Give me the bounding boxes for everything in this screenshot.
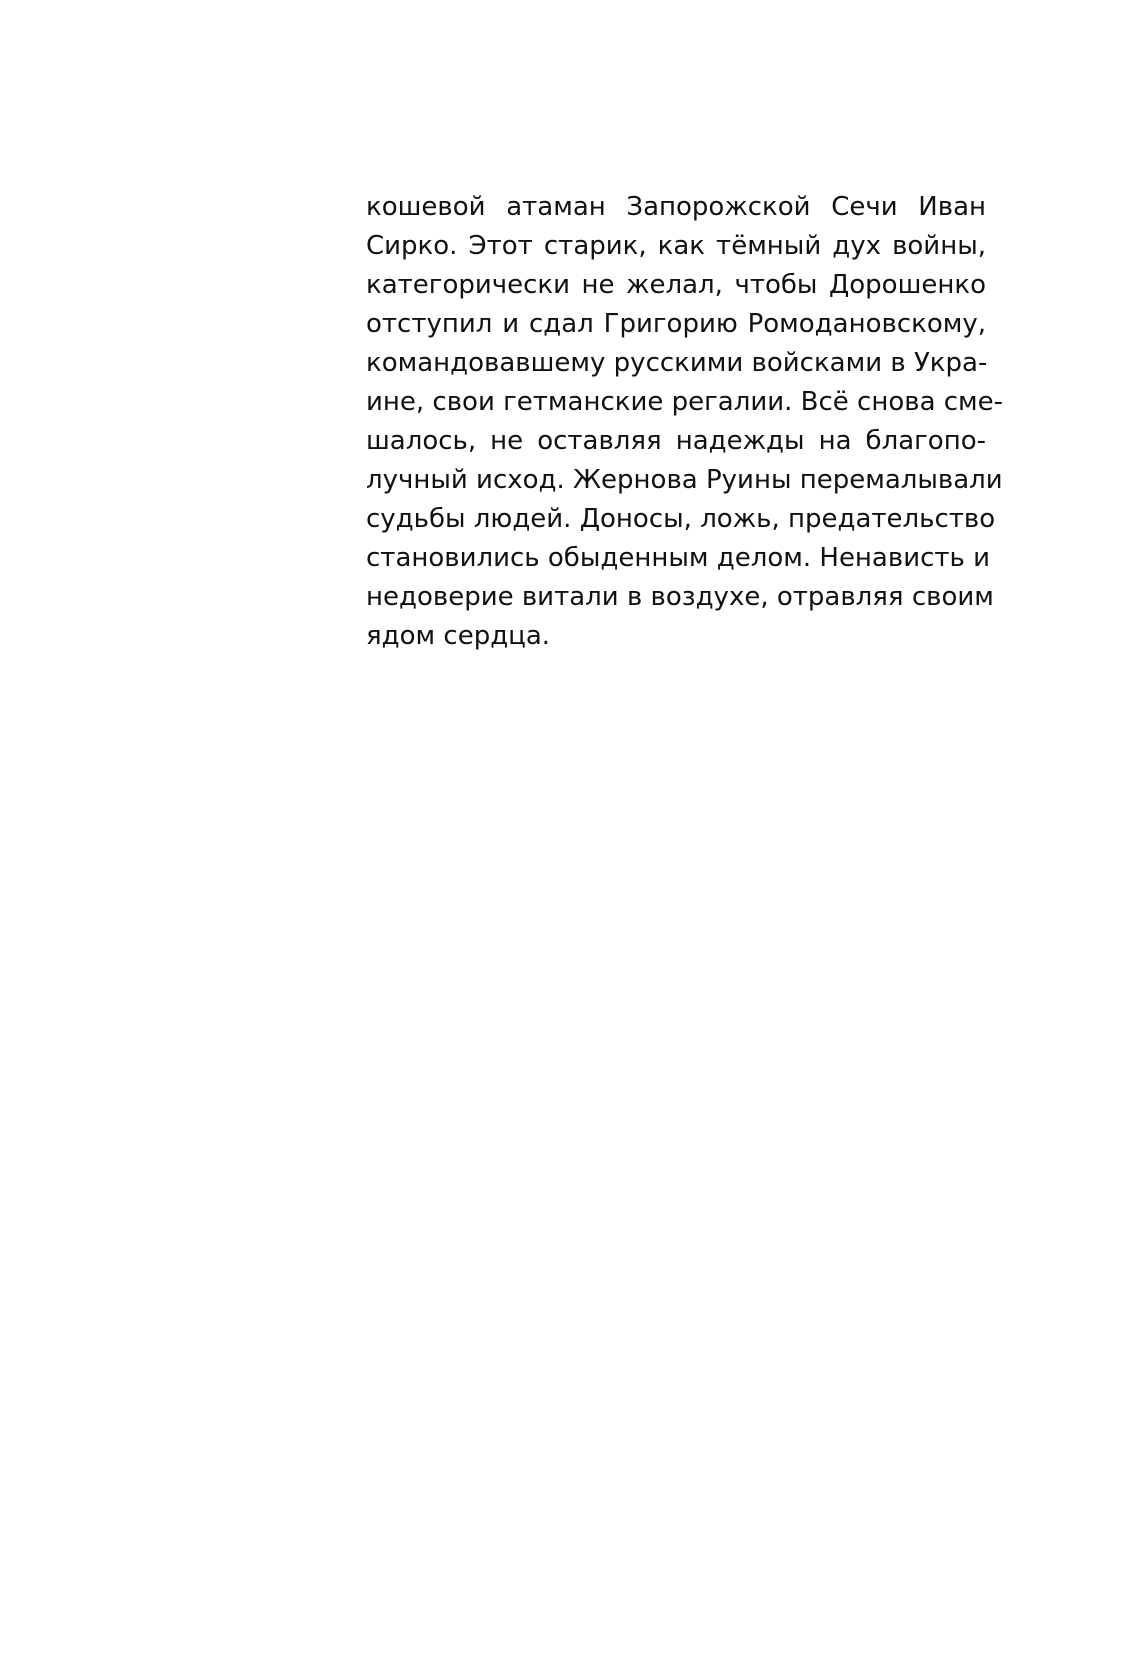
text-line: недоверие витали в воздухе, отравляя своим <box>366 582 994 612</box>
text-line: становились обыденным делом. Ненависть и <box>366 543 991 573</box>
text-line: Сирко. Этот старик, как тёмный дух войны, <box>366 231 986 261</box>
body-paragraph <box>366 188 1004 656</box>
text-line: категорически не желал, чтобы Дорошенко <box>366 270 986 300</box>
text-line-last: ядом сердца. <box>366 621 551 651</box>
text-line: шалось, не оставляя надежды на благопо- <box>366 426 986 456</box>
text-line: отступил и сдал Григорию Ромодановскому, <box>366 309 986 339</box>
text-line: командовавшему русскими войсками в Укра- <box>366 348 988 378</box>
text-line: лучный исход. Жернова Руины перемалывали <box>366 465 1003 495</box>
text-line: судьбы людей. Доносы, ложь, предательство <box>366 504 996 534</box>
text-line: ине, свои гетманские регалии. Всё снова сме- <box>366 387 1004 417</box>
text-line: кошевой атаман Запорожской Сечи Иван <box>366 192 986 222</box>
